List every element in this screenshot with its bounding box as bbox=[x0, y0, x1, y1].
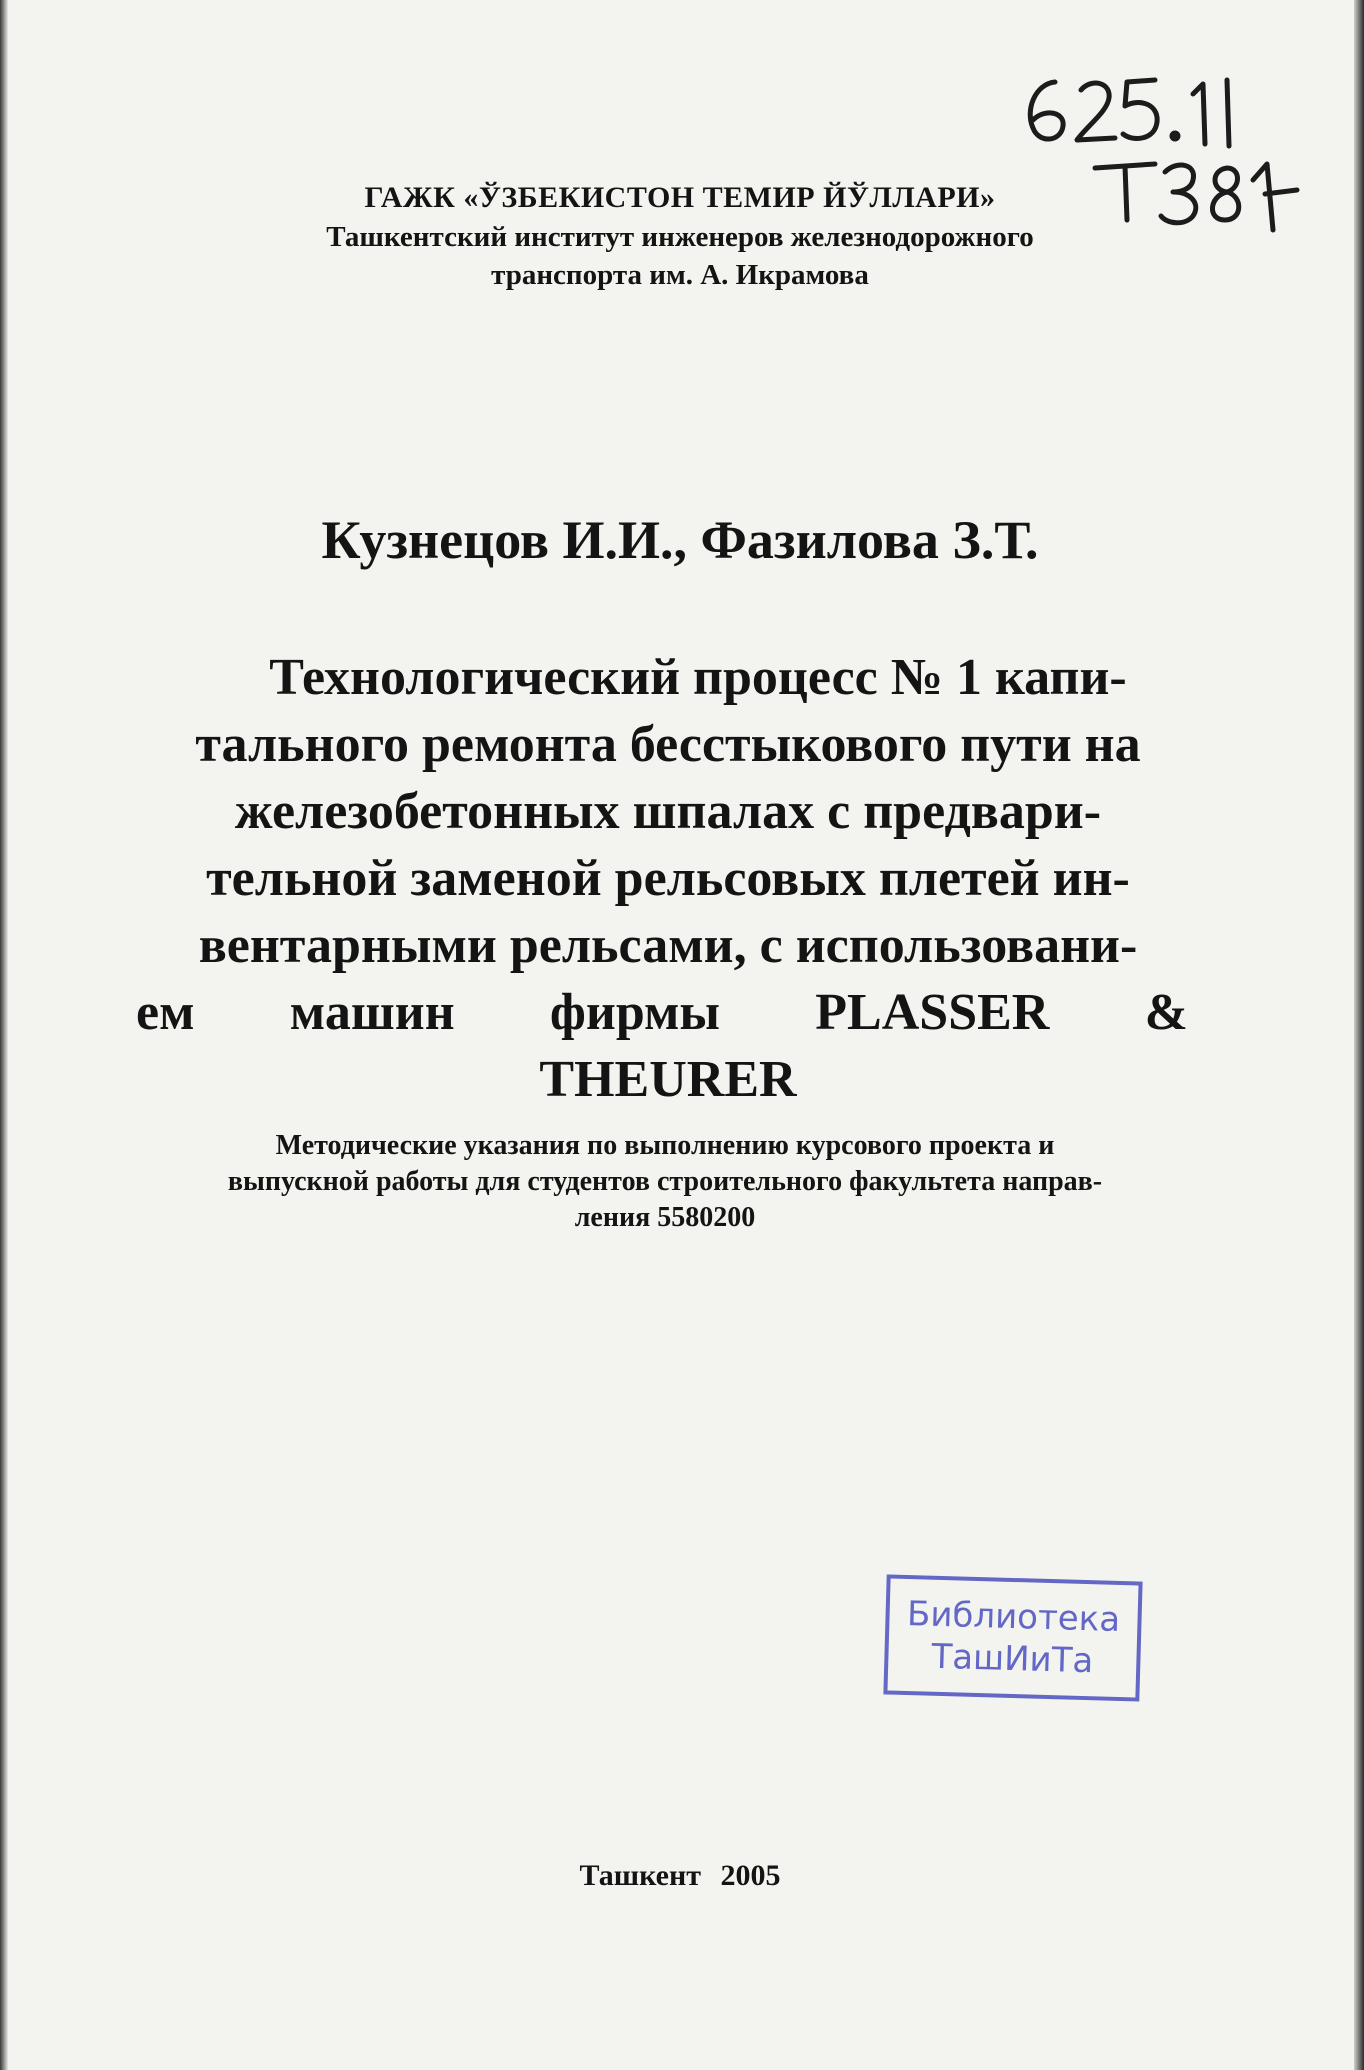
stamp-line: Библиотека bbox=[906, 1594, 1121, 1640]
document-subtitle bbox=[110, 1128, 1220, 1236]
title-line: THEURER bbox=[539, 1051, 797, 1108]
place-and-year: Ташкент 2005 bbox=[579, 1859, 781, 1892]
title-line: тельной заменой рельсовых плетей ин- bbox=[206, 850, 1130, 907]
stamp-line: ТашИиТа bbox=[930, 1636, 1094, 1682]
subtitle-line: выпускной работы для студентов строительного факультета направ- bbox=[227, 1166, 1103, 1197]
title-word: машин bbox=[289, 984, 455, 1041]
scan-edge-right bbox=[1354, 0, 1364, 2070]
library-stamp bbox=[883, 1574, 1142, 1701]
institute-name-line-2: транспорта им. А. Икрамова bbox=[491, 259, 869, 291]
title-line: вентарными рельсами, с использовани- bbox=[198, 917, 1138, 974]
title-line-justified bbox=[128, 979, 1208, 1046]
authors: Кузнецов И.И., Фазилова З.Т. bbox=[321, 510, 1039, 570]
scan-edge-left bbox=[0, 0, 8, 2070]
title-line: Технологический процесс № 1 капи- bbox=[269, 649, 1127, 706]
institute-name-line-1: Ташкентский институт инженеров железнодорожного bbox=[326, 221, 1034, 253]
organization-name: ГАЖК «ЎЗБЕКИСТОН ТЕМИР ЙЎЛЛАРИ» bbox=[364, 181, 996, 214]
title-line: железобетонных шпалах с предвари- bbox=[234, 783, 1102, 840]
title-word: PLASSER bbox=[815, 984, 1050, 1041]
document-title bbox=[128, 644, 1208, 1113]
publisher-header bbox=[200, 178, 1160, 294]
title-word: ем bbox=[136, 984, 195, 1041]
title-word: & bbox=[1144, 984, 1188, 1041]
subtitle-line: Методические указания по выполнению курсового проекта и bbox=[275, 1130, 1055, 1161]
title-word: фирмы bbox=[549, 984, 721, 1041]
title-line: тального ремонта бесстыкового пути на bbox=[195, 716, 1141, 773]
subtitle-line: ления 5580200 bbox=[574, 1202, 756, 1233]
